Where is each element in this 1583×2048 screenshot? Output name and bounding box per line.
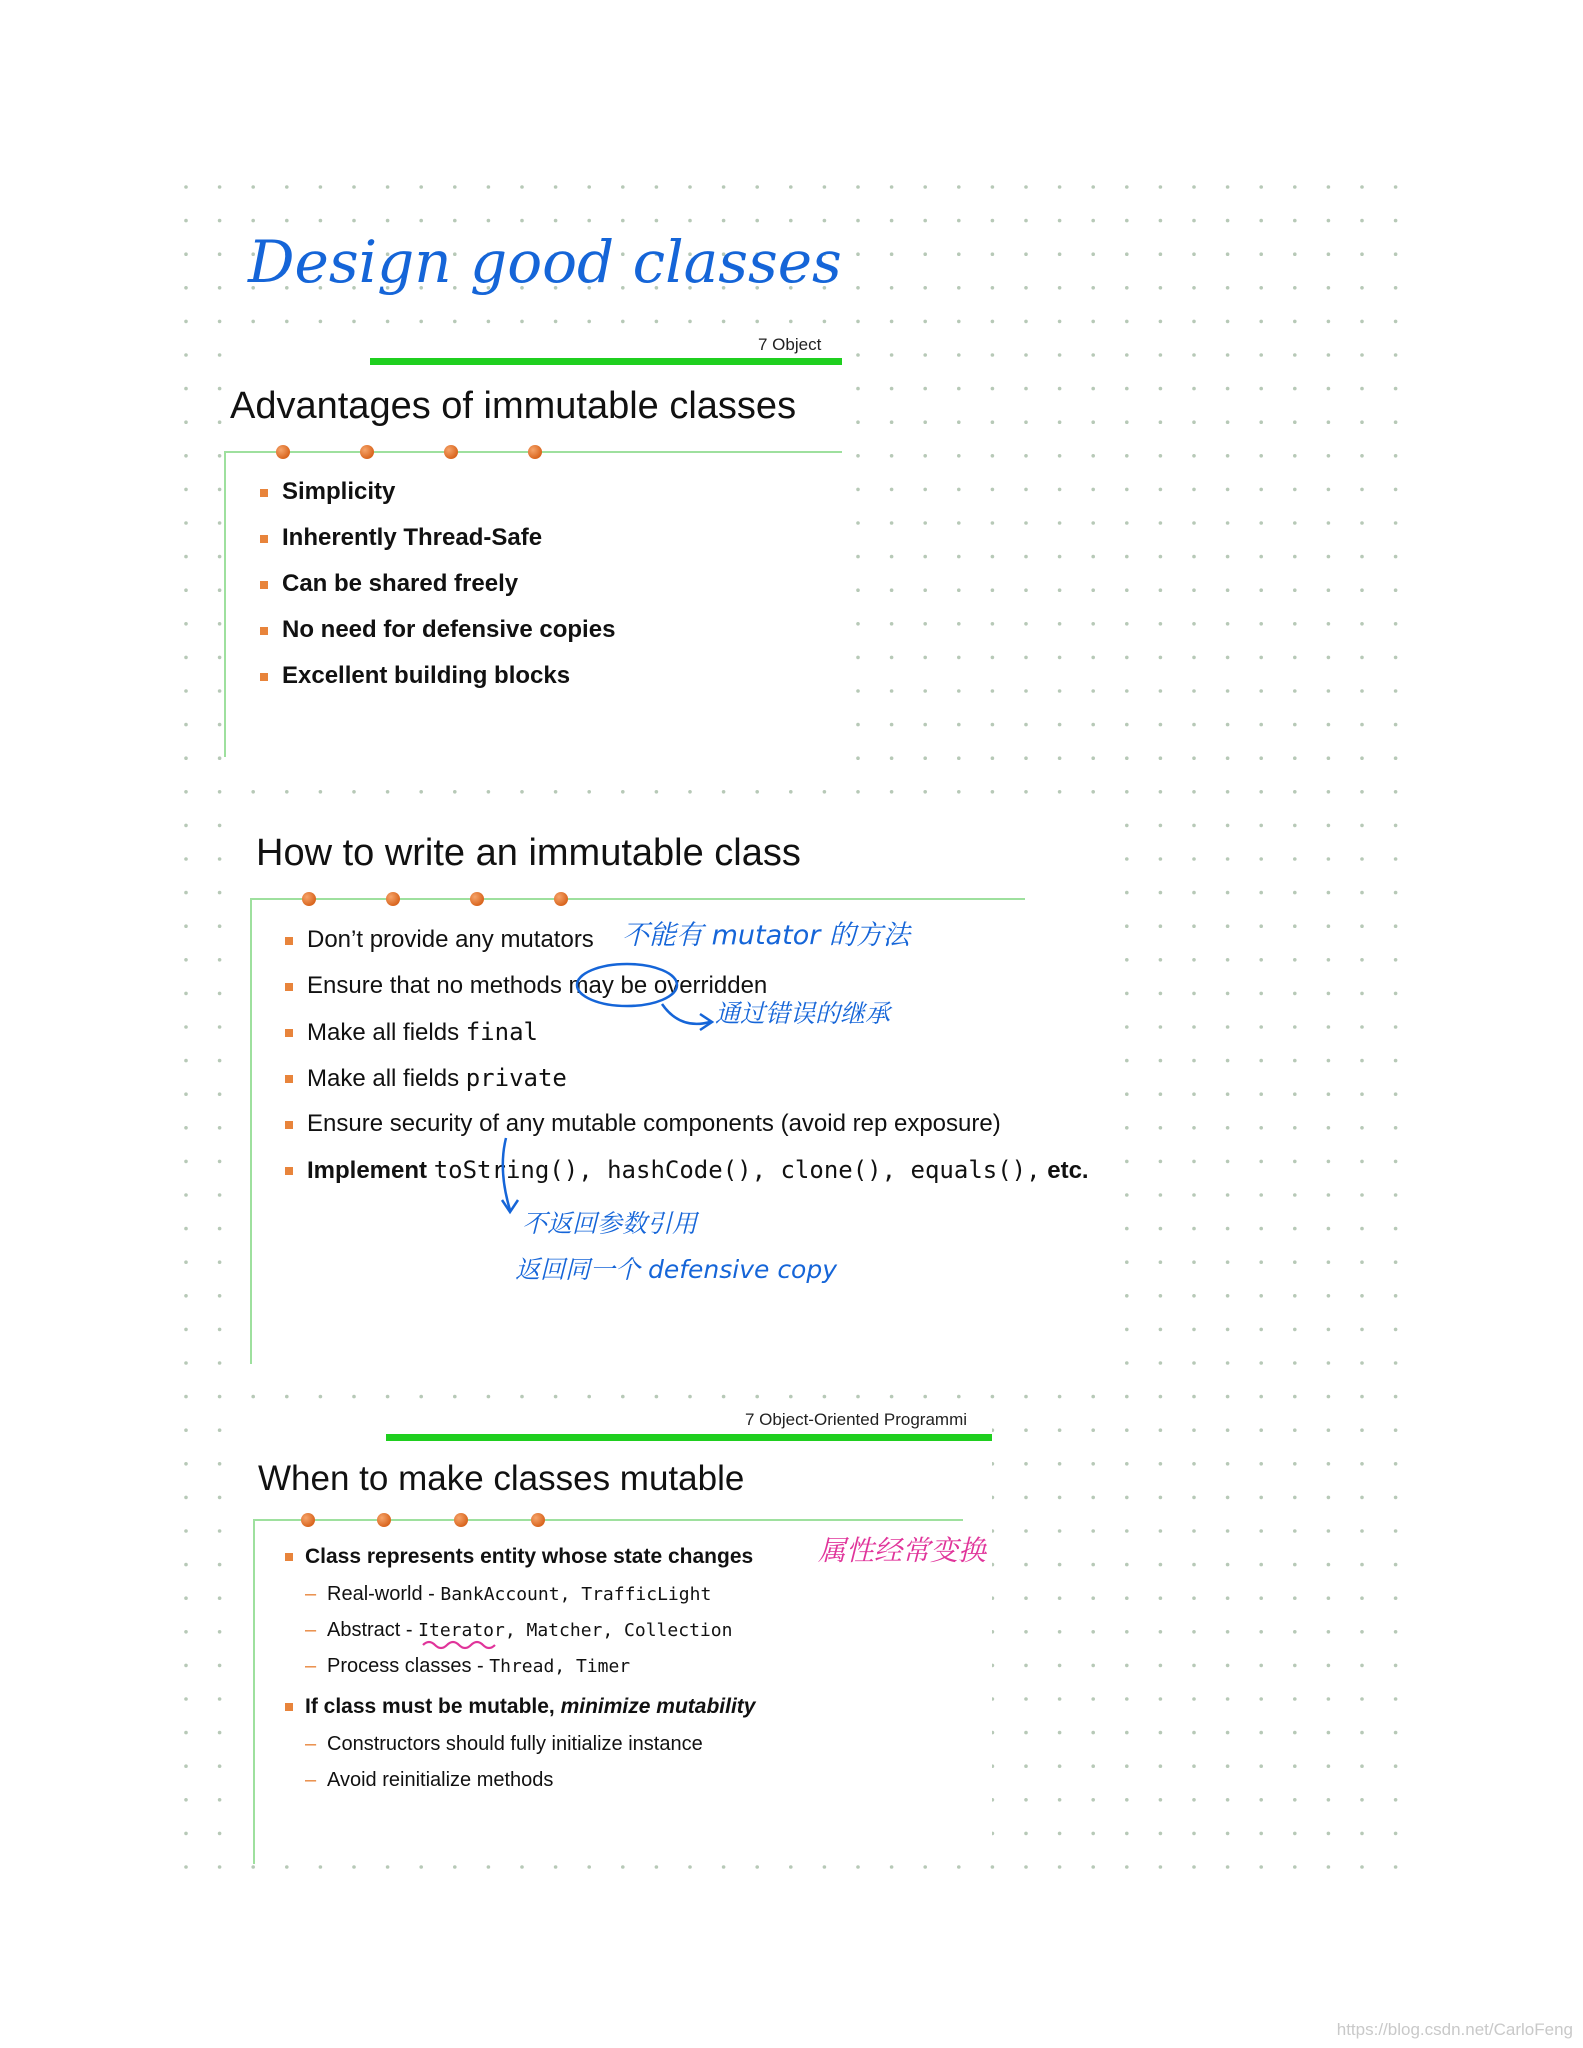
grid-dot <box>1091 1731 1095 1735</box>
grid-dot <box>1125 1731 1129 1735</box>
grid-dot <box>1360 1428 1364 1432</box>
grid-dot <box>1091 1428 1095 1432</box>
grid-dot <box>1024 1731 1028 1735</box>
grid-dot <box>1394 1496 1398 1500</box>
grid-dot <box>218 1428 222 1432</box>
list-item: Excellent building blocks <box>260 662 615 708</box>
grid-dot <box>1394 1731 1398 1735</box>
grid-dot <box>218 1764 222 1768</box>
grid-dot <box>1327 1428 1331 1432</box>
grid-dot <box>1091 1865 1095 1869</box>
grid-dot <box>218 1462 222 1466</box>
grid-dot <box>1058 1865 1062 1869</box>
grid-dot <box>1091 1832 1095 1836</box>
grid-dot <box>218 1731 222 1735</box>
grid-dot <box>184 1496 188 1500</box>
grid-dot <box>1259 1764 1263 1768</box>
grid-dot <box>1360 1764 1364 1768</box>
grid-dot <box>1125 1428 1129 1432</box>
grid-dot <box>1327 1496 1331 1500</box>
grid-dot <box>1293 1832 1297 1836</box>
list-item: Don’t provide any mutators <box>285 926 1089 972</box>
watermark-url: https://blog.csdn.net/CarloFeng <box>1336 2020 1573 2039</box>
grid-dot <box>1259 1428 1263 1432</box>
grid-dot <box>1226 1462 1230 1466</box>
slide3-ink-annotations <box>0 1500 1583 1700</box>
grid-dot <box>1024 1832 1028 1836</box>
grid-dot <box>1159 1731 1163 1735</box>
grid-dot <box>1360 1462 1364 1466</box>
grid-dot <box>1360 1496 1364 1500</box>
list-item: Make all fields final <box>285 1018 1089 1064</box>
grid-dot <box>1259 1496 1263 1500</box>
grid-dot <box>520 1865 524 1869</box>
slide1-top-tag: 7 Object <box>758 335 822 354</box>
grid-dot <box>1226 1496 1230 1500</box>
grid-dot <box>923 1865 927 1869</box>
grid-dot <box>319 1865 323 1869</box>
grid-dot <box>991 1865 995 1869</box>
grid-dot <box>1159 1496 1163 1500</box>
grid-dot <box>755 1865 759 1869</box>
list-item: Ensure that no methods may be overridden <box>285 972 1089 1018</box>
grid-dot <box>1226 1832 1230 1836</box>
grid-dot <box>1058 1764 1062 1768</box>
grid-dot <box>1327 1731 1331 1735</box>
grid-dot <box>1024 1496 1028 1500</box>
grid-dot <box>1159 1462 1163 1466</box>
grid-dot <box>1259 1731 1263 1735</box>
grid-dot <box>1293 1731 1297 1735</box>
grid-dot <box>184 1731 188 1735</box>
circle-annotation <box>577 964 677 1006</box>
grid-dot <box>1226 1428 1230 1432</box>
grid-dot <box>1327 1832 1331 1836</box>
grid-dot <box>1394 1832 1398 1836</box>
grid-dot <box>1360 1832 1364 1836</box>
grid-dot <box>1125 1865 1129 1869</box>
grid-dot <box>184 1798 188 1802</box>
grid-dot <box>419 1865 423 1869</box>
grid-dot <box>1159 1764 1163 1768</box>
list-item: – Avoid reinitialize methods <box>305 1769 554 1791</box>
grid-dot <box>1058 1832 1062 1836</box>
list-item: If class must be mutable, minimize mutability <box>285 1695 755 1733</box>
grid-dot <box>1226 1798 1230 1802</box>
grid-dot <box>1091 1764 1095 1768</box>
arrow-annotation <box>503 1138 510 1210</box>
grid-dot <box>1125 1496 1129 1500</box>
grid-dot <box>554 1865 558 1869</box>
grid-dot <box>184 1462 188 1466</box>
grid-dot <box>1327 1798 1331 1802</box>
handwritten-title-text: Design good classes <box>248 228 842 296</box>
list-item: Class represents entity whose state changes <box>285 1545 755 1583</box>
grid-dot <box>1360 1731 1364 1735</box>
arrow-annotation <box>662 1004 710 1024</box>
grid-dot <box>1293 1428 1297 1432</box>
slide3-top-tag: 7 Object-Oriented Programmi <box>745 1410 968 1429</box>
grid-dot <box>1058 1496 1062 1500</box>
grid-dot <box>1259 1832 1263 1836</box>
grid-dot <box>1259 1865 1263 1869</box>
grid-dot <box>1058 1798 1062 1802</box>
grid-dot <box>386 1865 390 1869</box>
note-state-changes: 属性经常变换 <box>818 1534 987 1567</box>
grid-dot <box>1192 1428 1196 1432</box>
grid-dot <box>1293 1764 1297 1768</box>
grid-dot <box>1091 1462 1095 1466</box>
grid-dot <box>1192 1496 1196 1500</box>
grid-dot <box>285 1865 289 1869</box>
list-item: – Process classes - Thread, Timer <box>305 1655 631 1677</box>
grid-dot <box>621 1865 625 1869</box>
grid-dot <box>1192 1865 1196 1869</box>
grid-dot <box>1327 1462 1331 1466</box>
grid-dot <box>890 1865 894 1869</box>
grid-dot <box>1226 1731 1230 1735</box>
grid-dot <box>1259 1798 1263 1802</box>
grid-dot <box>1192 1764 1196 1768</box>
grid-dot <box>352 1865 356 1869</box>
grid-dot <box>1226 1764 1230 1768</box>
grid-dot <box>1293 1496 1297 1500</box>
grid-dot <box>1125 1764 1129 1768</box>
grid-dot <box>184 1428 188 1432</box>
grid-dot <box>1192 1832 1196 1836</box>
grid-dot <box>218 1832 222 1836</box>
grid-dot <box>1192 1798 1196 1802</box>
list-item: – Constructors should fully initialize instance <box>305 1733 703 1755</box>
grid-dot <box>1125 1462 1129 1466</box>
grid-dot <box>487 1865 491 1869</box>
grid-dot <box>1159 1832 1163 1836</box>
grid-dot <box>453 1865 457 1869</box>
grid-dot <box>789 1865 793 1869</box>
grid-dot <box>823 1865 827 1869</box>
grid-dot <box>251 1865 255 1869</box>
grid-dot <box>1024 1764 1028 1768</box>
grid-dot <box>218 1496 222 1500</box>
grid-dot <box>1125 1832 1129 1836</box>
slide3-title: When to make classes mutable <box>258 1459 745 1498</box>
grid-dot <box>1394 1865 1398 1869</box>
grid-dot <box>1058 1428 1062 1432</box>
grid-dot <box>1091 1798 1095 1802</box>
note-no-reference: 不返回参数引用 <box>522 1209 698 1238</box>
grid-dot <box>1159 1798 1163 1802</box>
grid-dot <box>1360 1798 1364 1802</box>
grid-dot <box>1327 1764 1331 1768</box>
grid-dot <box>1058 1731 1062 1735</box>
list-item: Inherently Thread-Safe <box>260 524 615 570</box>
list-item: Ensure security of any mutable components (avoid rep exposure) <box>285 1110 1089 1156</box>
grid-dot <box>1058 1462 1062 1466</box>
list-item: Simplicity <box>260 478 615 524</box>
note-no-mutators: 不能有 mutator 的方法 <box>622 920 910 951</box>
grid-dot <box>184 1832 188 1836</box>
grid-dot <box>1091 1496 1095 1500</box>
slide2-title: How to write an immutable class <box>256 832 801 874</box>
list-item: Make all fields private <box>285 1064 1089 1110</box>
note-defensive-copy: 返回同一个 defensive copy <box>515 1255 838 1284</box>
grid-dot <box>184 1865 188 1869</box>
grid-dot <box>1159 1428 1163 1432</box>
grid-dot <box>1394 1798 1398 1802</box>
grid-dot <box>688 1865 692 1869</box>
list-item: Implement toString(), hashCode(), clone(), equals(), etc. <box>285 1156 1089 1202</box>
slide1-title: Advantages of immutable classes <box>230 385 797 427</box>
grid-dot <box>587 1865 591 1869</box>
note-inheritance: 通过错误的继承 <box>715 999 891 1028</box>
grid-dot <box>655 1865 659 1869</box>
grid-dot <box>1024 1462 1028 1466</box>
list-item: – Abstract - Iterator, Matcher, Collection <box>305 1619 733 1641</box>
squiggle-underline <box>423 1642 495 1648</box>
grid-dot <box>1327 1865 1331 1869</box>
slide3-green-bar <box>386 1434 992 1441</box>
grid-dot <box>184 1764 188 1768</box>
grid-dot <box>1024 1865 1028 1869</box>
grid-dot <box>1360 1865 1364 1869</box>
grid-dot <box>1394 1764 1398 1768</box>
grid-dot <box>1394 1462 1398 1466</box>
grid-dot <box>1159 1865 1163 1869</box>
grid-dot <box>1192 1731 1196 1735</box>
grid-dot <box>856 1865 860 1869</box>
grid-dot <box>722 1865 726 1869</box>
grid-dot <box>1192 1462 1196 1466</box>
grid-dot <box>1394 1428 1398 1432</box>
grid-dot <box>1259 1462 1263 1466</box>
grid-dot <box>957 1865 961 1869</box>
list-item: No need for defensive copies <box>260 616 615 662</box>
grid-dot <box>1226 1865 1230 1869</box>
grid-dot <box>218 1798 222 1802</box>
grid-dot <box>1293 1798 1297 1802</box>
list-item: – Real-world - BankAccount, TrafficLight <box>305 1583 712 1605</box>
grid-dot <box>218 1865 222 1869</box>
list-item: Can be shared freely <box>260 570 615 616</box>
grid-dot <box>1125 1798 1129 1802</box>
grid-dot <box>1293 1462 1297 1466</box>
grid-dot <box>1024 1798 1028 1802</box>
grid-dot <box>1024 1428 1028 1432</box>
grid-dot <box>1293 1865 1297 1869</box>
